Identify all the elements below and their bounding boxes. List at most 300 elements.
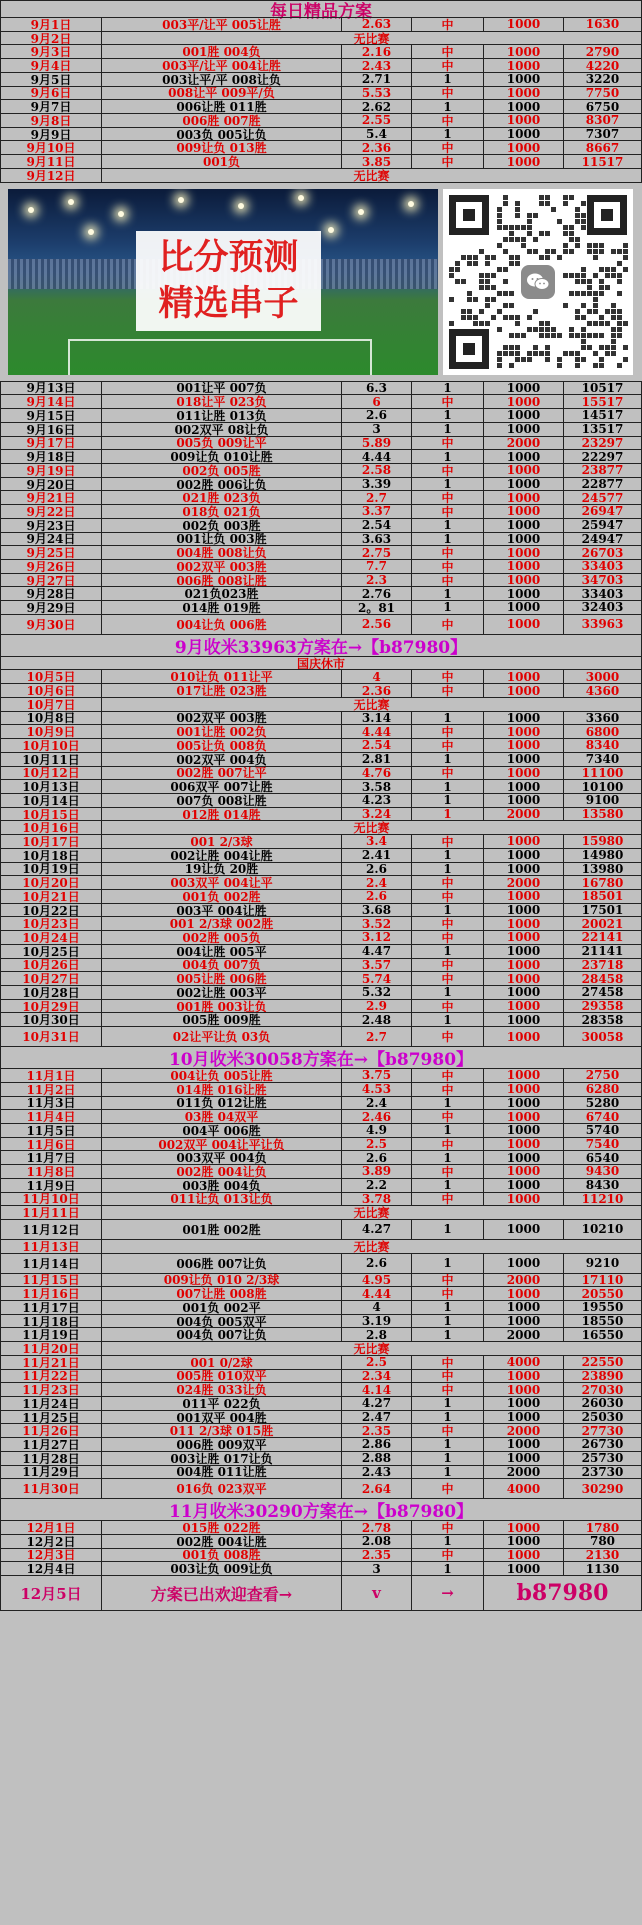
picks-cell: 001让胜 002负 xyxy=(102,725,342,738)
stake-cell: 1000 xyxy=(484,100,564,113)
total-cell: 14517 xyxy=(564,409,642,422)
holiday-note: 国庆休市 xyxy=(0,657,642,670)
date-cell: 9月10日 xyxy=(0,141,102,154)
result-cell: 1 xyxy=(412,712,484,725)
qr-module xyxy=(623,321,628,326)
promo-line-1: 比分预测 xyxy=(158,237,299,278)
picks-cell: 006胜 009双平 xyxy=(102,1438,342,1451)
date-cell: 11月27日 xyxy=(0,1438,102,1451)
qr-module xyxy=(593,303,598,308)
qr-module xyxy=(599,345,604,350)
qr-module xyxy=(497,363,502,368)
qr-module xyxy=(587,249,592,254)
date-cell: 9月26日 xyxy=(0,560,102,573)
picks-cell: 017让胜 023胜 xyxy=(102,684,342,697)
total-cell: 22297 xyxy=(564,450,642,463)
total-cell: 6750 xyxy=(564,100,642,113)
qr-module xyxy=(551,249,556,254)
total-cell: 27730 xyxy=(564,1424,642,1437)
result-cell: 中 xyxy=(412,615,484,634)
total-cell: 13980 xyxy=(564,863,642,876)
odds-cell: 2.2 xyxy=(342,1179,412,1192)
qr-module xyxy=(449,321,454,326)
table-row xyxy=(0,1205,642,1219)
qr-module xyxy=(623,267,628,272)
picks-cell: 002胜 007让平 xyxy=(102,767,342,780)
qr-module xyxy=(599,249,604,254)
total-cell: 22141 xyxy=(564,931,642,944)
qr-module xyxy=(503,237,508,242)
date-cell: 11月2日 xyxy=(0,1083,102,1096)
result-cell: 中 xyxy=(412,1193,484,1206)
picks-cell: 006胜 007胜 xyxy=(102,114,342,127)
table-row xyxy=(0,1548,642,1562)
qr-module xyxy=(479,309,484,314)
qr-module xyxy=(587,279,592,284)
table-row xyxy=(0,1327,642,1341)
qr-module xyxy=(527,249,532,254)
date-cell: 11月15日 xyxy=(0,1274,102,1287)
odds-cell: 4.23 xyxy=(342,794,412,807)
table-row xyxy=(0,31,642,45)
qr-module xyxy=(611,273,616,278)
total-cell: 19550 xyxy=(564,1301,642,1314)
picks-cell: 001负 xyxy=(102,155,342,168)
result-cell: 1 xyxy=(412,100,484,113)
qr-module xyxy=(569,237,574,242)
picks-cell: 007负 008让胜 xyxy=(102,794,342,807)
qr-module xyxy=(467,309,472,314)
date-cell: 10月18日 xyxy=(0,849,102,862)
odds-cell: 3.63 xyxy=(342,533,412,546)
total-cell: 6280 xyxy=(564,1083,642,1096)
picks-cell: 001胜 004负 xyxy=(102,45,342,58)
picks-cell: 001让平 007负 xyxy=(102,382,342,395)
date-cell: 11月8日 xyxy=(0,1165,102,1178)
date-cell: 10月7日 xyxy=(0,698,102,711)
picks-cell: 001负 008胜 xyxy=(102,1549,342,1562)
total-cell: 10517 xyxy=(564,382,642,395)
date-cell: 9月29日 xyxy=(0,601,102,614)
odds-cell: 2.76 xyxy=(342,587,412,600)
total-cell: 6800 xyxy=(564,725,642,738)
result-cell: 中 xyxy=(412,59,484,72)
no-match-note: 无比赛 xyxy=(102,32,642,45)
odds-cell: 4.76 xyxy=(342,767,412,780)
table-row xyxy=(0,1012,642,1026)
table-row xyxy=(0,683,642,697)
date-cell: 10月12日 xyxy=(0,767,102,780)
table-row xyxy=(0,656,642,670)
qr-module xyxy=(455,261,460,266)
total-cell: 23730 xyxy=(564,1466,642,1479)
table-row xyxy=(0,1082,642,1096)
odds-cell: 4.44 xyxy=(342,725,412,738)
date-cell: 9月8日 xyxy=(0,114,102,127)
result-cell: 中 xyxy=(412,1027,484,1046)
qr-module xyxy=(551,333,556,338)
total-cell: 13517 xyxy=(564,423,642,436)
result-cell: 中 xyxy=(412,18,484,31)
qr-module xyxy=(581,219,586,224)
date-cell: 9月13日 xyxy=(0,382,102,395)
odds-cell: 3 xyxy=(342,1562,412,1575)
date-cell: 9月27日 xyxy=(0,574,102,587)
qr-module xyxy=(533,327,538,332)
odds-cell: 2.36 xyxy=(342,684,412,697)
result-cell: 1 xyxy=(412,73,484,86)
odds-cell: 2.6 xyxy=(342,1254,412,1273)
table-row xyxy=(0,477,642,491)
total-cell: 24947 xyxy=(564,533,642,546)
picks-cell: 005胜 010双平 xyxy=(102,1370,342,1383)
picks-cell: 003平/让平 005让胜 xyxy=(102,18,342,31)
qr-module xyxy=(527,351,532,356)
table-row xyxy=(0,1150,642,1164)
result-cell: 中 xyxy=(412,546,484,559)
date-cell: 10月23日 xyxy=(0,917,102,930)
picks-cell: 010让负 011让平 xyxy=(102,670,342,683)
stake-cell: 2000 xyxy=(484,1328,564,1341)
table-row xyxy=(0,1253,642,1273)
date-cell: 9月7日 xyxy=(0,100,102,113)
stake-cell: 1000 xyxy=(484,560,564,573)
qr-module xyxy=(515,315,520,320)
total-cell: 10210 xyxy=(564,1220,642,1239)
stake-cell: 2000 xyxy=(484,1274,564,1287)
table-row xyxy=(0,1382,642,1396)
table-row xyxy=(0,58,642,72)
picks-cell: 002让胜 003平 xyxy=(102,986,342,999)
qr-module xyxy=(509,363,514,368)
date-cell: 10月31日 xyxy=(0,1027,102,1046)
odds-cell: 3.37 xyxy=(342,505,412,518)
qr-module xyxy=(563,273,568,278)
qr-module xyxy=(599,243,604,248)
page-header xyxy=(0,0,642,22)
qr-code[interactable] xyxy=(443,189,633,375)
total-cell: 8307 xyxy=(564,114,642,127)
odds-cell: 5.74 xyxy=(342,972,412,985)
qr-module xyxy=(503,345,508,350)
date-cell: 11月23日 xyxy=(0,1383,102,1396)
picks-cell: 012胜 014胜 xyxy=(102,808,342,821)
picks-cell: 004让负 006胜 xyxy=(102,615,342,634)
table-row xyxy=(0,1410,642,1424)
qr-module xyxy=(563,231,568,236)
date-cell: 9月1日 xyxy=(0,18,102,31)
total-cell: 26730 xyxy=(564,1438,642,1451)
qr-module xyxy=(575,237,580,242)
qr-module xyxy=(527,231,532,236)
table-row xyxy=(0,86,642,100)
qr-module xyxy=(575,207,580,212)
odds-cell: 2.9 xyxy=(342,1000,412,1013)
arrow-icon: → xyxy=(412,1576,484,1610)
total-cell: 16780 xyxy=(564,876,642,889)
qr-module xyxy=(503,351,508,356)
total-cell: 26947 xyxy=(564,505,642,518)
date-cell: 9月28日 xyxy=(0,587,102,600)
stake-cell: 1000 xyxy=(484,959,564,972)
odds-cell: 7.7 xyxy=(342,560,412,573)
promo-banner xyxy=(0,182,642,381)
qr-module xyxy=(551,207,556,212)
qr-module xyxy=(617,333,622,338)
odds-cell: 2.81 xyxy=(342,753,412,766)
page-title: 每日精品方案 xyxy=(0,1,642,17)
odds-cell: 2.34 xyxy=(342,1370,412,1383)
result-cell: 1 xyxy=(412,1315,484,1328)
qr-module xyxy=(497,243,502,248)
odds-cell: 2.08 xyxy=(342,1535,412,1548)
stake-cell: 1000 xyxy=(484,59,564,72)
qr-module xyxy=(587,243,592,248)
table-row xyxy=(0,1026,642,1046)
odds-cell: 2.47 xyxy=(342,1411,412,1424)
qr-module xyxy=(599,357,604,362)
total-cell: 33403 xyxy=(564,587,642,600)
date-cell: 10月25日 xyxy=(0,945,102,958)
stake-cell: 1000 xyxy=(484,945,564,958)
picks-cell: 03胜 04双平 xyxy=(102,1110,342,1123)
picks-cell: 002胜 006让负 xyxy=(102,478,342,491)
result-cell: 1 xyxy=(412,128,484,141)
qr-module xyxy=(473,315,478,320)
qr-module xyxy=(521,237,526,242)
result-cell: 1 xyxy=(412,1438,484,1451)
qr-module xyxy=(575,309,580,314)
qr-module xyxy=(593,363,598,368)
qr-module xyxy=(581,333,586,338)
picks-cell: 001负 002胜 xyxy=(102,890,342,903)
odds-cell: 2.63 xyxy=(342,18,412,31)
stake-cell: 1000 xyxy=(484,725,564,738)
qr-module xyxy=(485,261,490,266)
total-cell: 21141 xyxy=(564,945,642,958)
total-cell: 780 xyxy=(564,1535,642,1548)
date-cell: 9月17日 xyxy=(0,437,102,450)
qr-module xyxy=(605,309,610,314)
qr-module xyxy=(557,255,562,260)
picks-cell: 014胜 016让胜 xyxy=(102,1083,342,1096)
qr-module xyxy=(569,327,574,332)
table-row xyxy=(0,99,642,113)
qr-module xyxy=(491,297,496,302)
table-row xyxy=(0,916,642,930)
stake-cell: 2000 xyxy=(484,808,564,821)
stake-cell: 1000 xyxy=(484,1165,564,1178)
qr-module xyxy=(527,219,532,224)
total-cell: 7340 xyxy=(564,753,642,766)
total-cell: 28458 xyxy=(564,972,642,985)
stake-cell: 2000 xyxy=(484,876,564,889)
odds-cell: 2.58 xyxy=(342,464,412,477)
qr-module xyxy=(467,315,472,320)
qr-module xyxy=(569,231,574,236)
qr-module xyxy=(605,351,610,356)
picks-cell: 002胜 005负 xyxy=(102,931,342,944)
picks-cell: 02让平让负 03负 xyxy=(102,1027,342,1046)
stake-cell: 1000 xyxy=(484,1535,564,1548)
qr-module xyxy=(587,321,592,326)
qr-module xyxy=(575,363,580,368)
result-cell: 1 xyxy=(412,587,484,600)
qr-module xyxy=(575,273,580,278)
date-cell: 9月3日 xyxy=(0,45,102,58)
qr-module xyxy=(479,279,484,284)
monthly-summary-banner xyxy=(0,1046,642,1071)
picks-cell: 001 0/2球 xyxy=(102,1356,342,1369)
qr-module xyxy=(509,333,514,338)
qr-module xyxy=(617,279,622,284)
qr-module xyxy=(575,219,580,224)
stake-cell: 4000 xyxy=(484,1479,564,1498)
result-cell: 1 xyxy=(412,1013,484,1026)
qr-module xyxy=(611,345,616,350)
floodlight xyxy=(238,203,244,209)
picks-cell: 011让负 013让负 xyxy=(102,1193,342,1206)
picks-cell: 002让胜 004让胜 xyxy=(102,849,342,862)
total-cell: 9100 xyxy=(564,794,642,807)
qr-module xyxy=(461,279,466,284)
odds-cell: 2.5 xyxy=(342,1356,412,1369)
date-cell: 10月28日 xyxy=(0,986,102,999)
odds-cell: 4 xyxy=(342,1301,412,1314)
picks-cell: 002胜 004让负 xyxy=(102,1165,342,1178)
table-row xyxy=(0,1137,642,1151)
date-cell: 10月30日 xyxy=(0,1013,102,1026)
result-cell: 1 xyxy=(412,1124,484,1137)
table-row xyxy=(0,1178,642,1192)
pitch-line xyxy=(68,339,372,375)
odds-cell: 2.48 xyxy=(342,1013,412,1026)
date-cell: 11月6日 xyxy=(0,1138,102,1151)
qr-module xyxy=(575,243,580,248)
qr-module xyxy=(467,297,472,302)
total-cell: 20021 xyxy=(564,917,642,930)
picks-cell: 19让负 20胜 xyxy=(102,863,342,876)
odds-cell: 4.27 xyxy=(342,1220,412,1239)
result-cell: 1 xyxy=(412,1179,484,1192)
qr-module xyxy=(509,315,514,320)
stake-cell: 1000 xyxy=(484,890,564,903)
total-cell: 1630 xyxy=(564,18,642,31)
table-row xyxy=(0,1437,642,1451)
qr-module xyxy=(533,237,538,242)
qr-module xyxy=(491,285,496,290)
total-cell: 17110 xyxy=(564,1274,642,1287)
qr-module xyxy=(533,351,538,356)
table-row xyxy=(0,408,642,422)
result-cell: 中 xyxy=(412,767,484,780)
qr-module xyxy=(557,219,562,224)
picks-cell: 002负 005胜 xyxy=(102,464,342,477)
qr-module xyxy=(599,291,604,296)
result-cell: 1 xyxy=(412,986,484,999)
picks-cell: 003让胜 017让负 xyxy=(102,1452,342,1465)
total-cell: 2790 xyxy=(564,45,642,58)
total-cell: 17501 xyxy=(564,904,642,917)
wechat-icon xyxy=(521,265,555,299)
table-row xyxy=(0,862,642,876)
date-cell: 11月13日 xyxy=(0,1240,102,1253)
promo-line-2: 精选串子 xyxy=(158,283,299,324)
total-cell: 7750 xyxy=(564,87,642,100)
qr-module xyxy=(593,297,598,302)
date-cell: 9月2日 xyxy=(0,32,102,45)
picks-cell: 002双平 003胜 xyxy=(102,560,342,573)
stake-cell: 1000 xyxy=(484,478,564,491)
qr-module xyxy=(467,291,472,296)
qr-module xyxy=(539,255,544,260)
result-cell: 中 xyxy=(412,835,484,848)
table-row xyxy=(0,669,642,683)
qr-module xyxy=(515,207,520,212)
qr-module xyxy=(503,303,508,308)
total-cell: 30058 xyxy=(564,1027,642,1046)
qr-module xyxy=(539,195,544,200)
result-cell: 1 xyxy=(412,1397,484,1410)
qr-module xyxy=(581,357,586,362)
qr-module xyxy=(521,225,526,230)
qr-module xyxy=(611,303,616,308)
table-row xyxy=(0,779,642,793)
stake-cell: 1000 xyxy=(484,382,564,395)
total-cell: 29358 xyxy=(564,1000,642,1013)
qr-module xyxy=(575,351,580,356)
qr-finder xyxy=(587,195,627,235)
qr-module xyxy=(581,315,586,320)
qr-module xyxy=(515,357,520,362)
stake-cell: 1000 xyxy=(484,1179,564,1192)
qr-module xyxy=(593,255,598,260)
qr-module xyxy=(545,345,550,350)
stake-cell: 1000 xyxy=(484,1069,564,1082)
picks-cell: 006胜 007让负 xyxy=(102,1254,342,1273)
result-cell: 中 xyxy=(412,959,484,972)
qr-module xyxy=(581,273,586,278)
stake-cell: 1000 xyxy=(484,780,564,793)
odds-cell: 5.4 xyxy=(342,128,412,141)
picks-cell: 005负 009让平 xyxy=(102,437,342,450)
stake-cell: 1000 xyxy=(484,986,564,999)
qr-module xyxy=(521,357,526,362)
table-row xyxy=(0,1239,642,1253)
odds-cell: 4.9 xyxy=(342,1124,412,1137)
odds-cell: 4 xyxy=(342,670,412,683)
picks-cell: 018负 021负 xyxy=(102,505,342,518)
floodlight xyxy=(408,201,414,207)
qr-module xyxy=(455,279,460,284)
odds-cell: 3.58 xyxy=(342,780,412,793)
result-cell: 中 xyxy=(412,45,484,58)
stake-cell: 1000 xyxy=(484,1411,564,1424)
stake-cell: 1000 xyxy=(484,863,564,876)
qr-module xyxy=(473,255,478,260)
table-row xyxy=(0,930,642,944)
qr-module xyxy=(515,351,520,356)
result-cell: 中 xyxy=(412,395,484,408)
table-row xyxy=(0,17,642,31)
qr-module xyxy=(473,261,478,266)
total-cell: 15517 xyxy=(564,395,642,408)
result-cell: 中 xyxy=(412,1383,484,1396)
qr-module xyxy=(587,309,592,314)
stake-cell: 1000 xyxy=(484,753,564,766)
qr-module xyxy=(593,249,598,254)
qr-module xyxy=(527,357,532,362)
